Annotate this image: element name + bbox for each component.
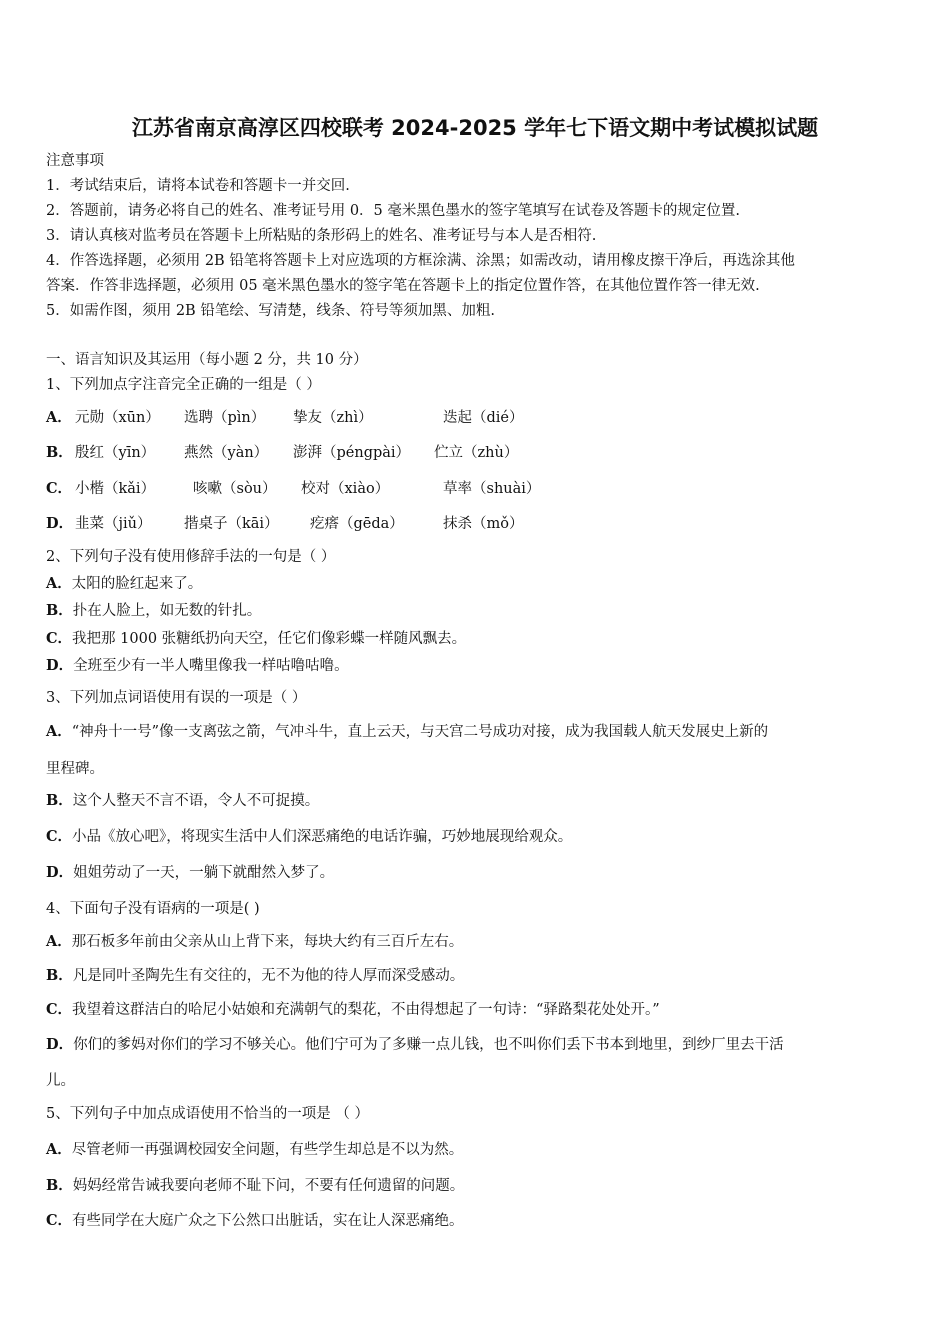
q1-option-d-item: 韭菜（jiǔ）: [75, 516, 152, 532]
q4-option-b: B．凡是同叶圣陶先生有交往的，无不为他的待人厚而深受感动。: [46, 967, 465, 984]
notice-item: 4．作答选择题，必须用 2B 铅笔将答题卡上对应选项的方框涂满、涂黑；如需改动，请用橡皮擦干净后，再选涂其他: [46, 253, 795, 269]
question-5-stem: 5、下列句子中加点成语使用不恰当的一项是 （ ）: [46, 1106, 369, 1122]
q1-option-c-item: 校对（xiào）: [301, 481, 390, 497]
q3-option-a: A．“神舟十一号”像一支离弦之箭，气冲斗牛，直上云天，与天宫二号成功对接，成为我国载人航天发展史上新的: [46, 723, 769, 740]
q3-option-c: C．小品《放心吧》，将现实生活中人们深恶痛绝的电话诈骗，巧妙地展现给观众。: [46, 828, 573, 845]
notice-item: 1．考试结束后，请将本试卷和答题卡一并交回.: [46, 178, 350, 194]
q2-option: C．我把那 1000 张糖纸扔向天空，任它们像彩蝶一样随风飘去。: [46, 630, 467, 647]
q2-option: A．太阳的脸红起来了。: [46, 575, 203, 592]
q5-option-b: B．妈妈经常告诫我要向老师不耻下问，不要有任何遗留的问题。: [46, 1177, 465, 1194]
notice-item: 2．答题前，请务必将自己的姓名、准考证号用 0．5 毫米黑色墨水的签字笔填写在试卷及答题卡的规定位置.: [46, 203, 740, 219]
q5-option-a: A．尽管老师一再强调校园安全问题，有些学生却总是不以为然。: [46, 1141, 464, 1158]
question-4-stem: 4、下面句子没有语病的一项是( ): [46, 901, 260, 917]
question-3-stem: 3、下列加点词语使用有误的一项是（ ）: [46, 690, 307, 706]
q1-option-d-item: 疙瘩（gēda）: [310, 516, 404, 532]
page-title: 江苏省南京高淳区四校联考 2024-2025 学年七下语文期中考试模拟试题: [131, 116, 819, 140]
q3-option-d: D．姐姐劳动了一天，一躺下就酣然入梦了。: [46, 864, 335, 881]
q1-option-c-label: C．: [46, 480, 73, 497]
q3-option-a-continued: 里程碑。: [46, 761, 104, 777]
q1-option-d-label: D．: [46, 515, 74, 532]
q1-option-a-item: 选聘（pìn）: [184, 410, 266, 426]
q1-option-d-item: 揩桌子（kāi）: [184, 516, 279, 532]
notice-item: 答案．作答非选择题，必须用 05 毫米黑色墨水的签字笔在答题卡上的指定位置作答，在其他位置作答一律无效.: [46, 278, 760, 294]
q2-option: B．扑在人脸上，如无数的针扎。: [46, 602, 262, 619]
q1-option-a-label: A．: [46, 409, 72, 426]
q1-option-b-item: 澎湃（péngpài）: [293, 445, 411, 461]
q4-option-d: D．你们的爹妈对你们的学习不够关心。他们宁可为了多赚一点儿钱，也不叫你们丢下书本到地里，到纱厂里去干活: [46, 1036, 784, 1053]
question-1-stem: 1、下列加点字注音完全正确的一组是（ ）: [46, 377, 321, 393]
q1-option-d-item: 抹杀（mǒ）: [443, 516, 524, 532]
q1-option-b-item: 伫立（zhù）: [434, 445, 519, 461]
q1-option-b-item: 燕然（yàn）: [184, 445, 269, 461]
section-heading: 一、语言知识及其运用（每小题 2 分，共 10 分）: [46, 352, 368, 368]
question-2-stem: 2、下列句子没有使用修辞手法的一句是（ ）: [46, 549, 336, 565]
q4-option-a: A．那石板多年前由父亲从山上背下来，每块大约有三百斤左右。: [46, 933, 464, 950]
q2-option: D．全班至少有一半人嘴里像我一样咕噜咕噜。: [46, 657, 349, 674]
q1-option-c-item: 小楷（kǎi）: [75, 481, 156, 497]
q1-option-a-item: 元勋（xūn）: [75, 410, 160, 426]
q4-option-c: C．我望着这群洁白的哈尼小姑娘和充满朝气的梨花，不由得想起了一句诗：“驿路梨花处处开。”: [46, 1001, 660, 1018]
q1-option-c-item: 咳嗽（sòu）: [193, 481, 277, 497]
q3-option-b: B．这个人整天不言不语，令人不可捉摸。: [46, 792, 320, 809]
notice-heading: 注意事项: [46, 153, 104, 169]
q1-option-a-item: 迭起（dié）: [443, 410, 524, 426]
q5-option-c: C．有些同学在大庭广众之下公然口出脏话，实在让人深恶痛绝。: [46, 1212, 464, 1229]
q1-option-b-label: B．: [46, 444, 73, 461]
q1-option-a-item: 挚友（zhì）: [293, 410, 373, 426]
q4-option-d-continued: 儿。: [46, 1073, 75, 1089]
notice-item: 5．如需作图，须用 2B 铅笔绘、写清楚，线条、符号等须加黑、加粗.: [46, 303, 495, 319]
q1-option-c-item: 草率（shuài）: [443, 481, 541, 497]
notice-item: 3．请认真核对监考员在答题卡上所粘贴的条形码上的姓名、准考证号与本人是否相符.: [46, 228, 597, 244]
q1-option-b-item: 殷红（yīn）: [75, 445, 156, 461]
